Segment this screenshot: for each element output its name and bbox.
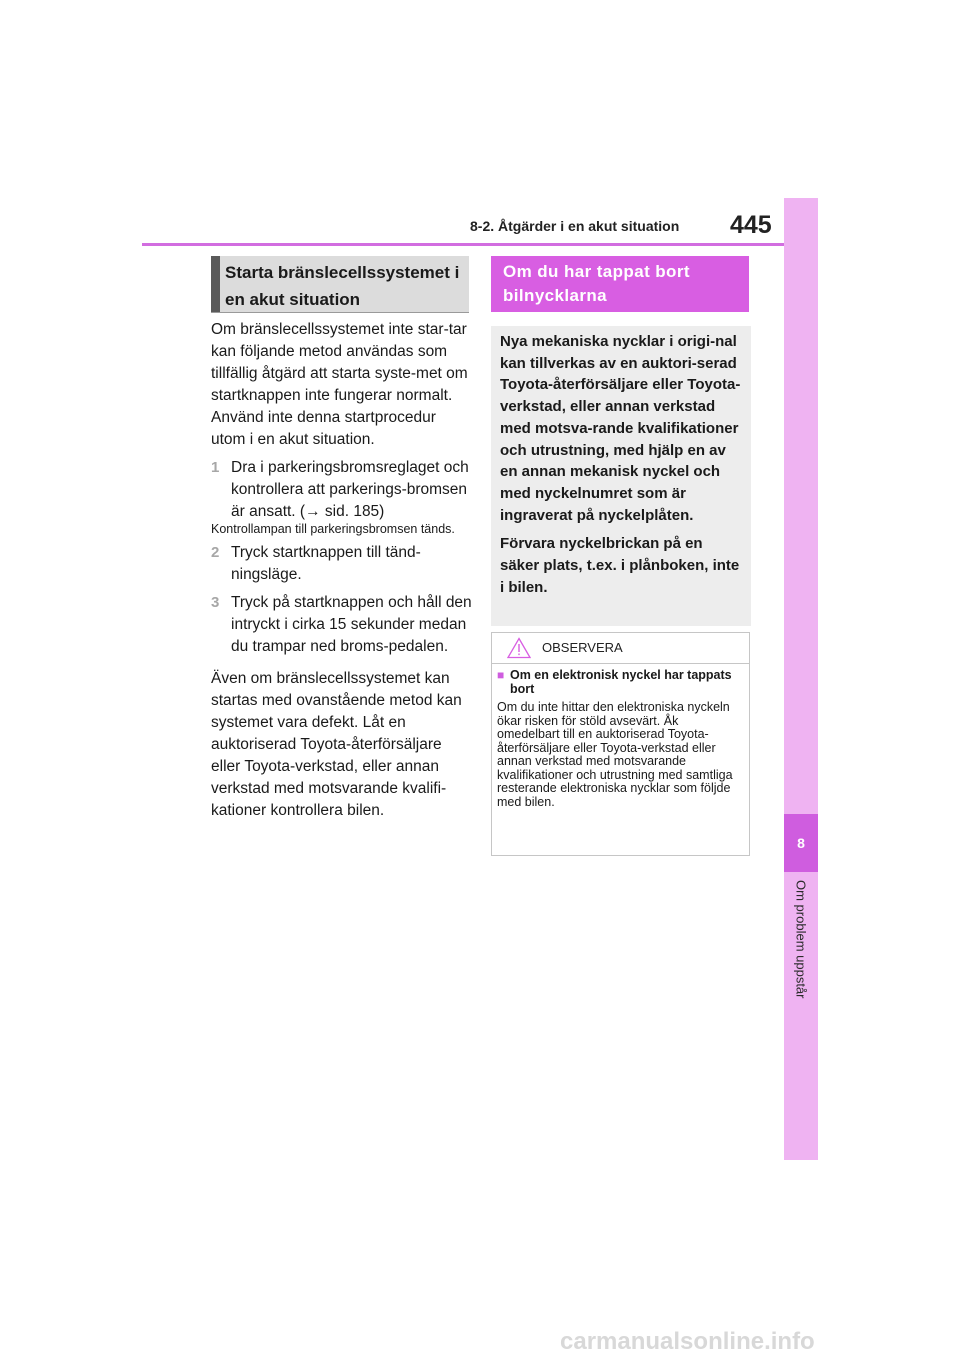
- chapter-number: 8: [784, 814, 818, 872]
- right-section-heading: Om du har tappat bort bilnycklarna: [491, 256, 749, 312]
- warning-header: [492, 633, 749, 664]
- info-paragraph-1: Nya mekaniska nycklar i origi-nal kan tillverkas av en auktori-serad Toyota-återförsäljare eller Toyota-verkstad, eller annan verkstad med motsva-rande kvalifikationer och utrustning, med hjälp en av en annan mekanisk nyckel och med nyckelnumret som är ingraverat på nyckelplåten.: [500, 333, 741, 524]
- warning-body: [492, 664, 749, 809]
- left-section-heading: Starta bränslecellssystemet i en akut situation: [211, 256, 469, 312]
- warning-subheading-text: Om en elektronisk nyckel har tappats bort: [510, 668, 732, 696]
- watermark: carmanualsonline.info: [560, 1328, 815, 1355]
- step-text: Tryck startknappen till tänd-ningsläge.: [231, 544, 421, 583]
- warning-label: OBSERVERA: [542, 640, 623, 655]
- section-title: 8-2. Åtgärder i en akut situation: [470, 218, 680, 234]
- step-number: 2: [211, 544, 220, 561]
- step-3: [211, 592, 473, 658]
- warning-text: Om du inte hittar den elektroniska nyckeln ökar risken för stöld avsevärt. Åk omedelbart till en auktoriserad Toyota-återförsäljare eller Toyota-verkstad eller annan verkstad med motsvarande kvalifikationer och utrustning med samtliga resterande elektroniska nycklar som följde med bilen.: [497, 700, 733, 809]
- step-1: [211, 457, 473, 523]
- square-bullet-icon: ■: [497, 668, 505, 682]
- step-text: Tryck på startknappen och håll den intryckt i cirka 15 sekunder medan du trampar ned broms-pedalen.: [231, 594, 472, 655]
- step-number: 1: [211, 459, 220, 476]
- step-2: [211, 542, 473, 586]
- warning-subheading: [497, 669, 743, 696]
- step-number: 3: [211, 594, 220, 611]
- chapter-label: Om problem uppstår: [793, 880, 809, 999]
- left-section-body: [211, 319, 473, 822]
- warning-box: [491, 632, 750, 856]
- intro-paragraph-2: Använd inte denna startprocedur utom i en akut situation.: [211, 409, 436, 448]
- closing-paragraph: Även om bränslecellssystemet kan startas med ovanstående metod kan systemet vara defekt. Låt en auktoriserad Toyota-återförsäljare eller Toyota-verkstad, eller annan verkstad med motsvarande kvalifi-kationer kontrollera bilen.: [211, 670, 462, 819]
- step-text: Dra i parkeringsbromsreglaget och kontrollera att parkerings-bromsen är ansatt. (→ sid. 185): [231, 459, 469, 520]
- left-heading-rule: [211, 312, 469, 313]
- page-number: 445: [730, 211, 772, 239]
- intro-paragraph: Om bränslecellssystemet inte star-tar kan följande metod användas som tillfällig åtgärd att starta syste-met om startknappen inte fungerar normalt.: [211, 321, 468, 404]
- info-paragraph-2: Förvara nyckelbrickan på en säker plats, t.ex. i plånboken, inte i bilen.: [500, 535, 740, 596]
- header-rule: [142, 243, 784, 246]
- info-box: [491, 326, 751, 626]
- step-1-note: Kontrollampan till parkeringsbromsen tänds.: [211, 522, 455, 536]
- warning-triangle-icon: [507, 637, 531, 659]
